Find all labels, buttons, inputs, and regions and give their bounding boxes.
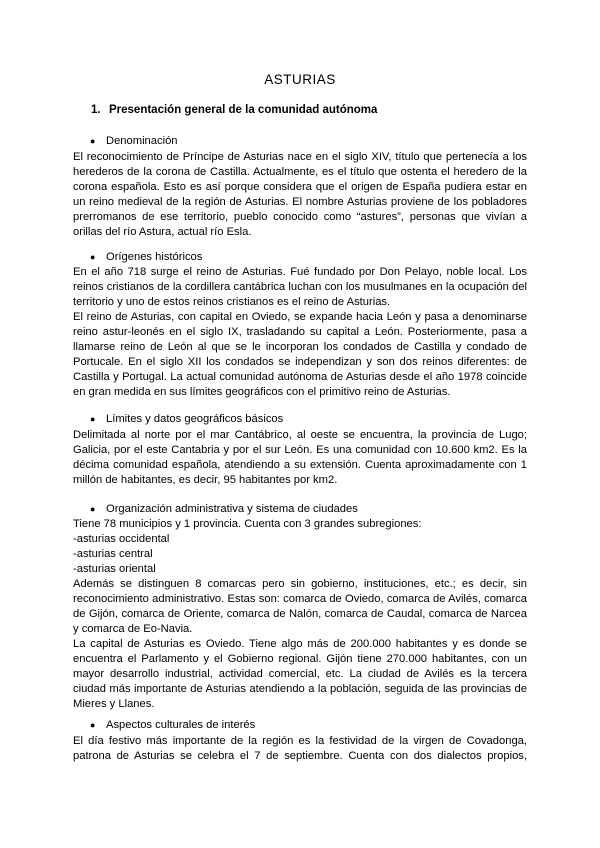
org-intro: Tiene 78 municipios y 1 provincia. Cuenta con 3 grandes subregiones: xyxy=(73,518,422,530)
bullet-label: Orígenes históricos xyxy=(106,251,203,263)
paragraph-denominacion xyxy=(73,150,527,240)
list-item: -asturias central xyxy=(73,548,153,560)
paragraph-text: El día festivo más importante de la región es la festividad de la virgen de Covadonga, patrona de Asturias se celebra el 7 de septiembre. Cuenta con dos dialectos propios, xyxy=(73,735,527,762)
bullet-icon: ● xyxy=(90,504,96,514)
bullet-label: Denominación xyxy=(106,135,178,147)
list-item: -asturias oriental xyxy=(73,563,156,575)
paragraph-text: Delimitada al norte por el mar Cantábrico, al oeste se encuentra, la provincia de Lugo; Galicia, por el este Cantabria y por el sur León. Es una comunidad con 10.600 km2. Es la décima comunidad española, atendiendo a su extensión. Cuenta aproximadamente con 1 millón de habitantes, es decir, 95 habitantes por km2. xyxy=(73,429,527,486)
document-title: ASTURIAS xyxy=(264,72,336,87)
bullet-icon: ● xyxy=(90,136,96,146)
bullet-heading-organizacion xyxy=(90,502,358,517)
bullet-label: Límites y datos geográficos básicos xyxy=(106,413,284,425)
paragraph-limites xyxy=(73,428,527,488)
bullet-label: Aspectos culturales de interés xyxy=(106,719,256,731)
section-number: 1. xyxy=(91,104,101,116)
bullet-icon: ● xyxy=(90,720,96,730)
paragraph-text-1: En el año 718 surge el reino de Asturias. Fué fundado por Don Pelayo, noble local. Los reinos cristianos de la cordillera cantábrica luchan con los musulmanes en la ocupación del territorio y uno de estos reinos cristianos es el reino de Asturias. xyxy=(73,266,527,308)
paragraph-text: El reconocimiento de Príncipe de Asturias nace en el siglo XIV, título que pertenecía a los herederos de la corona de Castilla. Actualmente, es el título que ostenta el heredero de la corona española. Esto es así porque considera que el origen de España pudiera estar en un reino medieval de la región de Asturias. El nombre Asturias proviene de los pobladores prerromanos de ese territorio, pueblo conocido como “astures”, personas que vivían a orillas del río Astura, actual río Esla. xyxy=(73,151,527,238)
bullet-label: Organización administrativa y sistema de ciudades xyxy=(106,503,358,515)
bullet-heading-cultura xyxy=(90,718,255,733)
bullet-heading-origenes xyxy=(90,250,202,265)
bullet-icon: ● xyxy=(90,414,96,424)
paragraph-cultura xyxy=(73,734,527,764)
paragraph-organizacion xyxy=(73,517,527,712)
bullet-icon: ● xyxy=(90,252,96,262)
bullet-heading-limites xyxy=(90,412,283,427)
paragraph-text-2: El reino de Asturias, con capital en Oviedo, se expande hacia León y pasa a denominarse reino astur-leonés en el siglo IX, trasladando su capital a León. Posteriormente, pasa a llamarse reino de León al que se le incorporan los condados de Castilla y condado de Portucale. En el siglo XII los condados se independizan y son dos reinos diferentes: de Castilla y Portugal. La actual comunidad autónoma de Asturias desde el año 1978 coincide en gran medida en sus límites geográficos con el primitivo reino de Asturias. xyxy=(73,311,527,398)
section-heading xyxy=(91,104,377,116)
section-title: Presentación general de la comunidad autónoma xyxy=(109,104,378,116)
bullet-heading-denominacion xyxy=(90,134,178,149)
paragraph-capital: La capital de Asturias es Oviedo. Tiene algo más de 200.000 habitantes y es donde se encuentra el Parlamento y el Gobierno regional. Gijón tiene 270.000 habitantes, con un mayor desarrollo industrial, actividad comercial, etc. La ciudad de Avilés es la tercera ciudad más importante de Asturias atendiendo a la población, seguida de las provincias de Mieres y Llanes. xyxy=(73,638,527,710)
paragraph-comarcas: Además se distinguen 8 comarcas pero sin gobierno, instituciones, etc.; es decir, sin reconocimiento administrativo. Estas son: comarca de Oviedo, comarca de Avilés, comarca de Gijón, comarca de Oriente, comarca de Nalón, comarca de Caudal, comarca de Narcea y comarca de Eo-Navia. xyxy=(73,578,527,635)
list-item: -asturias occidental xyxy=(73,533,170,545)
paragraph-origenes xyxy=(73,265,527,400)
